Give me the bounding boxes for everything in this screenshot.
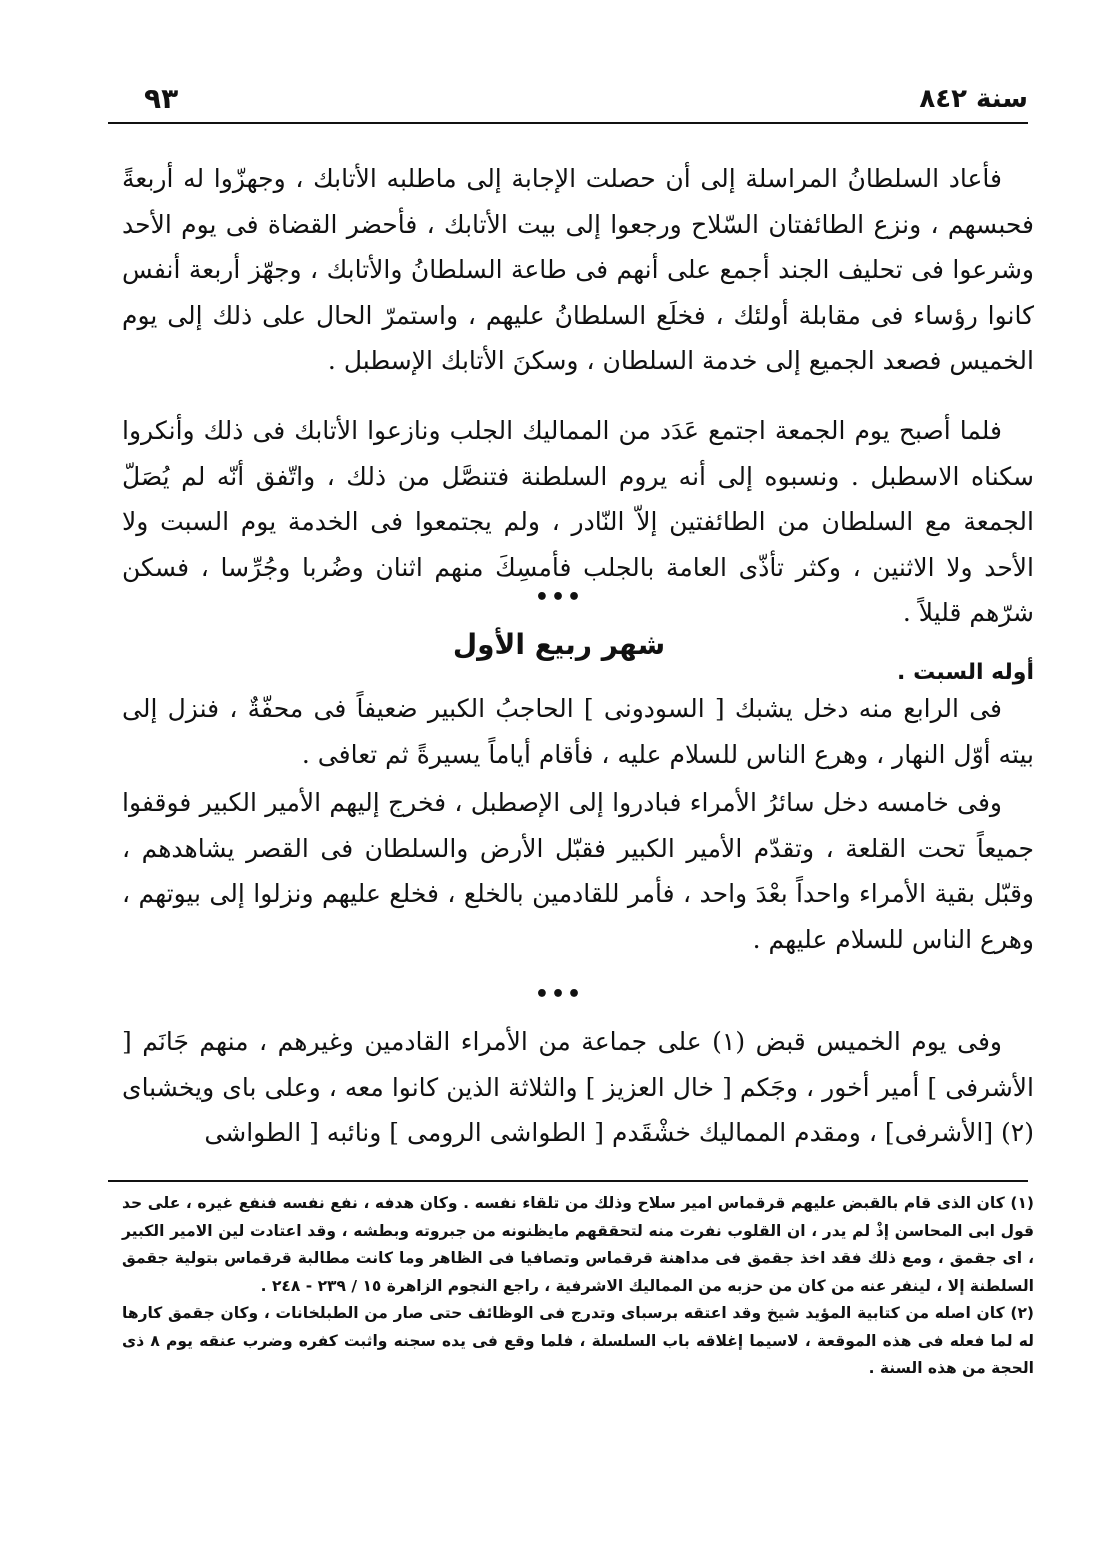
paragraph-3 bbox=[122, 686, 1034, 777]
footnotes bbox=[122, 1190, 1034, 1383]
paragraph-3-text: فى الرابع منه دخل يشبك [ السودونى ] الحاجبُ الكبير ضعيفاً فى محفّةٌ ، فنزل إلى بيته أوّل النهار ، وهرع الناس للسلام عليه ، فأقام أياماً يسيرةً ثم تعافى . bbox=[122, 694, 1034, 769]
paragraph-4 bbox=[122, 780, 1034, 962]
page-number: ٩٣ bbox=[144, 82, 179, 115]
header-year: سنة ٨٤٢ bbox=[919, 84, 1028, 114]
paragraph-4-text: وفى خامسه دخل سائرُ الأمراء فبادروا إلى الإصطبل ، فخرج إليهم الأمير الكبير فوقفوا جميعاً تحت القلعة ، وتقدّم الأمير الكبير فقبّل الأرض والسلطان فى القصر يشاهدهم ، وقبّل بقية الأمراء واحداً بعْدَ واحد ، فأمر للقادمين بالخلع ، فخلع عليهم ونزلوا إلى بيوتهم ، وهرع الناس للسلام عليهم . bbox=[122, 788, 1034, 954]
paragraph-1-text: فأعاد السلطانُ المراسلة إلى أن حصلت الإجابة إلى ماطلبه الأتابك ، وجهزّوا له أربعةً فحبسهم ، ونزع الطائفتان السّلاح ورجعوا إلى بيت الأتابك ، فأحضر القضاة فى يوم الأحد وشرعوا فى تحليف الجند أجمع على أنهم فى طاعة السلطانُ والأتابك ، وجهّز أربعة أنفس كانوا رؤساء فى مقابلة أولئك ، فخلَع السلطانُ عليهم ، واستمرّ الحال على ذلك إلى يوم الخميس فصعد الجميع إلى خدمة السلطان ، وسكنَ الأتابك الإسطبل . bbox=[122, 164, 1034, 375]
section-separator: ••• bbox=[534, 585, 584, 610]
paragraph-1 bbox=[122, 156, 1034, 384]
page-header bbox=[108, 78, 1028, 124]
footnote-1: (١) كان الذى قام بالقبض عليهم قرقماس امير سلاح وذلك من تلقاء نفسه . وكان هدفه ، نفع نفسه فنفع غيره ، على حد قول ابى المحاسن إذْ لم يدر ، ان القلوب نفرت منه لتحققهم مايظنونه من جبروته وبطشه ، وقد اعتادت لين الامير الكبير ، اى جقمق ، ومع ذلك فقد اخذ جقمق فى مداهنة قرقماس وتصافيا فى الظاهر وما كانت مطالبة قرقماس بتولية جقمق السلطنة إلا ، لينفر عنه من كان من حزبه من المماليك الاشرفية ، راجع النجوم الزاهرة ١٥ / ٢٣٩ - ٢٤٨ . bbox=[122, 1194, 1034, 1295]
footnote-divider bbox=[108, 1180, 1028, 1182]
footnote-2: (٢) كان اصله من كتابية المؤيد شيخ وقد اعتقه برسباى وتدرج فى الوظائف حتى صار من الطبلخانات ، وكان جقمق كارها له لما فعله فى هذه الموقعة ، لاسيما إغلاقه باب السلسلة ، فلما وقع فى يده سجنه واثبت كفره وضرب عنقه يوم ٨ ذى الحجة من هذه السنة . bbox=[122, 1304, 1034, 1377]
section-separator: ••• bbox=[534, 982, 584, 1007]
section-subheading: أوله السبت . bbox=[897, 660, 1034, 685]
paragraph-5-text: وفى يوم الخميس قبض (١) على جماعة من الأمراء القادمين وغيرهم ، منهم جَانَم [ الأشرفى ] أمير أخور ، وجَكم [ خال العزيز ] والثلاثة الذين كانوا معه ، وعلى باى ويخشباى (٢) [الأشرفى] ، ومقدم المماليك خشْقَدم [ الطواشى الرومى ] ونائبه [ الطواشى bbox=[122, 1027, 1034, 1147]
paragraph-2-text: فلما أصبح يوم الجمعة اجتمع عَدَد من المماليك الجلب ونازعوا الأتابك فى ذلك وأنكروا سكناه الاسطبل . ونسبوه إلى أنه يروم السلطنة فتنصَّل من ذلك ، واتّفق أنّه لم يُصَلّ الجمعة مع السلطان من الطائفتين إلاّ النّادر ، ولم يجتمعوا فى الخدمة يوم السبت ولا الأحد ولا الاثنين ، وكثر تأذّى العامة بالجلب فأمسِكَ منهم اثنان وضُربا وجُرِّسا ، فسكن شرّهم قليلاً . bbox=[122, 416, 1034, 627]
paragraph-5 bbox=[122, 1019, 1034, 1156]
section-heading: شهر ربيع الأول bbox=[452, 628, 666, 661]
